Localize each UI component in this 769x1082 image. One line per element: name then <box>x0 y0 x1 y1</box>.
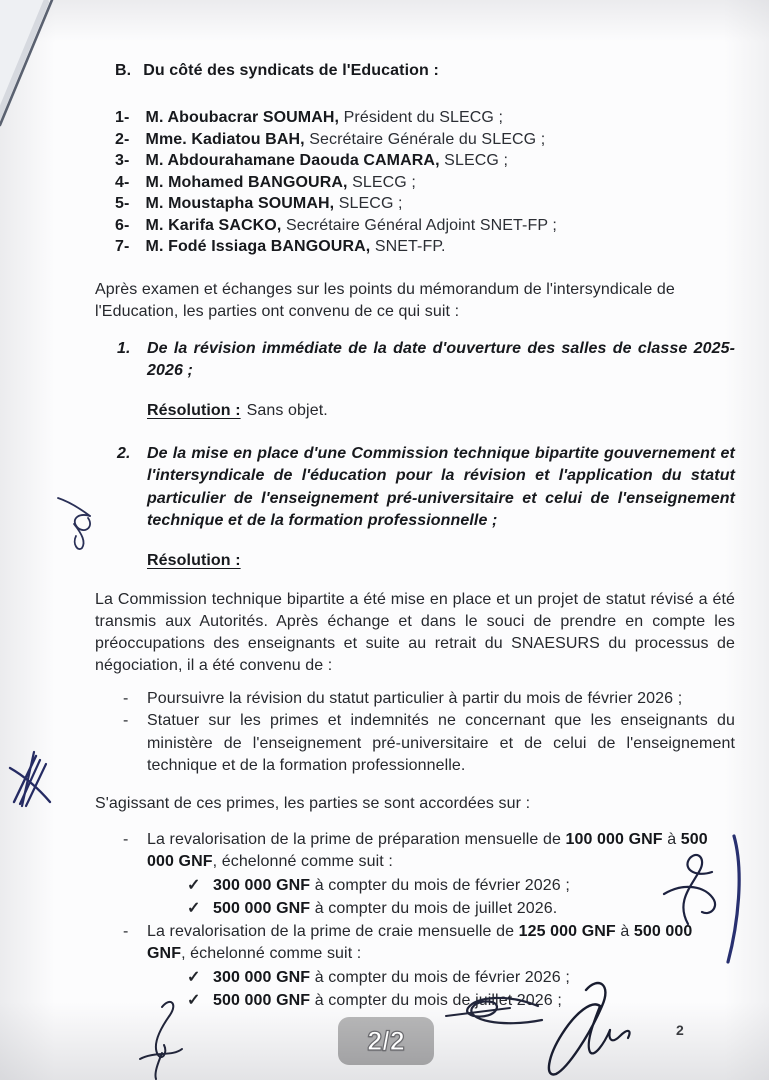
delegate-name: M. Moustapha SOUMAH, <box>145 195 335 212</box>
signature-bottom-left-ink <box>128 995 188 1080</box>
agreement-item <box>117 710 735 778</box>
prime-text-mid: à <box>615 922 634 940</box>
check-icon: ✓ <box>187 968 201 986</box>
amount-from: 125 000 GNF <box>518 922 616 940</box>
signature-right-ink <box>650 828 750 968</box>
dash-icon: - <box>123 830 129 848</box>
delegate-number: 7- <box>115 238 130 255</box>
point-item-1 <box>117 338 735 383</box>
dash-icon: - <box>123 922 129 940</box>
prime-text-post: , échelonné comme suit : <box>212 853 393 870</box>
prime-text-pre: La revalorisation de la prime de préparation mensuelle de <box>147 830 566 848</box>
delegate-number: 4- <box>115 173 130 191</box>
document-content <box>95 60 735 1013</box>
delegate-row <box>115 107 735 129</box>
primes-intro: S'agissant de ces primes, les parties se sont accordées sur : <box>95 794 531 812</box>
commission-paragraph: La Commission technique bipartite a été mise en place et un projet de statut révisé a été transmis aux Autorités. Après échange et dans le souci de prendre en compte les préoccupations des enseignants et suite au retrait du SNAESURS du processus de négociation, il a été convenu de : <box>95 590 735 674</box>
step-rest: à compter du mois de février 2026 ; <box>310 876 570 894</box>
resolution-text: Sans objet. <box>246 401 328 419</box>
agreement-item <box>117 688 735 711</box>
check-icon: ✓ <box>187 876 201 894</box>
check-icon: ✓ <box>187 900 201 917</box>
section-b-title: Du côté des syndicats de l'Education : <box>143 62 439 79</box>
point-text: De la révision immédiate de la date d'ouverture des salles de classe 2025-2026 ; <box>147 339 735 379</box>
step-rest: à compter du mois de juillet 2026. <box>310 900 558 917</box>
delegate-role: SLECG ; <box>338 195 403 212</box>
step-rest: à compter du mois de juillet 2026 ; <box>310 992 562 1009</box>
page-number: 2 <box>676 1022 684 1038</box>
agreement-text: Statuer sur les primes et indemnités ne concernant que les enseignants du ministère de l'enseignement pré-universitaire et de celui de l'enseignement technique et de la formation professionnelle. <box>147 712 735 774</box>
step-text <box>213 874 570 898</box>
margin-doodle-ink <box>50 490 100 555</box>
delegate-role: SNET-FP. <box>374 238 446 255</box>
delegate-name: M. Aboubacrar SOUMAH, <box>145 109 340 126</box>
step-amount: 500 000 GNF <box>213 992 311 1009</box>
delegate-number: 6- <box>115 216 130 234</box>
step-amount: 300 000 GNF <box>213 968 311 986</box>
resolution-label: Résolution : <box>147 401 241 419</box>
step-amount: 500 000 GNF <box>213 900 311 917</box>
intro-paragraph: Après examen et échanges sur les points du mémorandum de l'intersyndicale de l'Education, les parties ont convenu de ce qui suit : <box>95 280 675 320</box>
delegate-row <box>115 172 735 194</box>
page-indicator-badge: 2/2 <box>338 1017 434 1065</box>
delegate-role: SLECG ; <box>444 152 509 169</box>
prime-text-pre: La revalorisation de la prime de craie mensuelle de <box>147 922 519 940</box>
prime-item-2 <box>117 921 735 1013</box>
delegate-role: Secrétaire Générale du SLECG ; <box>309 130 546 148</box>
amount-from: 100 000 GNF <box>565 830 663 848</box>
delegate-row <box>115 129 735 151</box>
delegate-role: Président du SLECG ; <box>343 109 504 126</box>
amount-to: 500 000 GNF <box>147 922 693 962</box>
amount-to: 500 000 GNF <box>147 830 708 870</box>
point-item-2 <box>117 443 735 533</box>
step-text <box>213 966 570 990</box>
prime-text-post: , échelonné comme suit : <box>181 945 362 962</box>
delegate-number: 3- <box>115 152 130 169</box>
dash-icon: - <box>123 712 129 729</box>
delegate-role: SLECG ; <box>352 173 416 191</box>
delegate-name: M. Fodé Issiaga BANGOURA, <box>145 238 371 255</box>
dash-icon: - <box>123 689 129 707</box>
delegate-row <box>115 150 735 172</box>
delegate-row <box>115 236 735 258</box>
resolution-1 <box>147 400 735 422</box>
point-text: De la mise en place d'une Commission technique bipartite gouvernement et l'intersyndicale de l'éducation pour la révision et l'application du statut particulier de l'enseignement pré-universitaire et celui de l'enseignement technique et de la formation professionnelle ; <box>147 444 735 529</box>
signature-large-ink <box>528 972 638 1082</box>
delegates-list <box>95 107 735 258</box>
delegate-row <box>115 193 735 215</box>
point-number: 1. <box>117 339 131 357</box>
delegate-name: M. Abdourahamane Daouda CAMARA, <box>145 152 440 169</box>
delegate-name: M. Karifa SACKO, <box>145 216 282 234</box>
step-rest: à compter du mois de février 2026 ; <box>310 968 570 986</box>
delegate-row <box>115 215 735 237</box>
resolution-2 <box>147 550 735 572</box>
resolution-label: Résolution : <box>147 551 241 569</box>
prime-text-mid: à <box>662 830 681 848</box>
check-icon: ✓ <box>187 992 201 1009</box>
delegate-name: Mme. Kadiatou BAH, <box>145 130 305 148</box>
prime-item-1 <box>117 829 735 921</box>
prime-step <box>187 966 735 990</box>
margin-scribble-ink <box>4 748 56 810</box>
delegate-number: 5- <box>115 195 130 212</box>
delegate-number: 1- <box>115 109 130 126</box>
prime-text <box>147 829 735 921</box>
delegate-role: Secrétaire Général Adjoint SNET-FP ; <box>285 216 557 234</box>
delegate-name: M. Mohamed BANGOURA, <box>145 173 348 191</box>
point-number: 2. <box>117 444 131 462</box>
delegate-number: 2- <box>115 130 130 148</box>
step-text <box>213 897 557 921</box>
section-b-label: B. <box>115 62 132 79</box>
agreement-text: Poursuivre la révision du statut particulier à partir du mois de février 2026 ; <box>147 689 683 707</box>
step-amount: 300 000 GNF <box>213 876 311 894</box>
section-b-heading <box>115 60 735 82</box>
